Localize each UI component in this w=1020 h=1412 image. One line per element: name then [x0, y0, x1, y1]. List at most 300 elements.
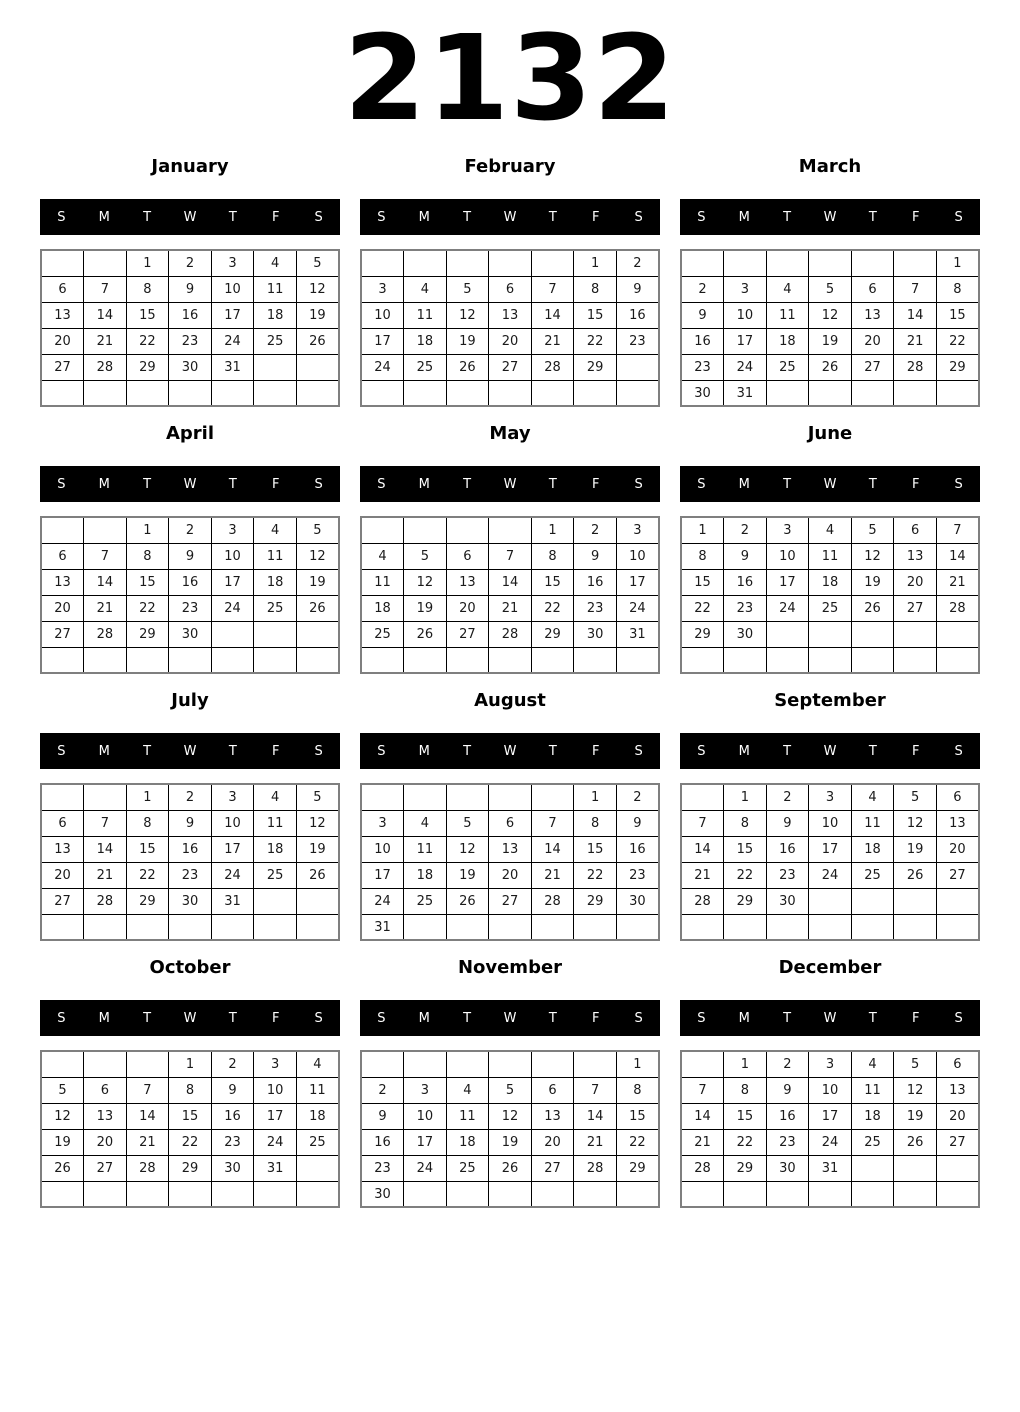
day-cell: 12: [296, 276, 339, 302]
empty-day-cell: [446, 647, 489, 673]
day-cell: 22: [126, 862, 169, 888]
weekday-label: F: [591, 743, 600, 759]
day-cell: 27: [41, 888, 84, 914]
day-cell: 6: [489, 276, 532, 302]
weekday-header-bar: [360, 199, 660, 235]
day-cell: 26: [446, 354, 489, 380]
day-cell: 24: [254, 1129, 297, 1155]
day-cell: 21: [936, 569, 979, 595]
day-cell: 25: [254, 595, 297, 621]
week-row: [681, 302, 979, 328]
day-cell: 22: [616, 1129, 659, 1155]
day-cell: 6: [489, 810, 532, 836]
month-title: September: [774, 690, 886, 712]
month-title: August: [474, 690, 546, 712]
day-cell: 10: [809, 810, 852, 836]
day-cell: 6: [936, 784, 979, 810]
day-cell: 18: [766, 328, 809, 354]
weekday-label: T: [463, 476, 472, 492]
day-cell: 25: [446, 1155, 489, 1181]
day-cell: 26: [296, 862, 339, 888]
day-cell: 2: [169, 250, 212, 276]
empty-day-cell: [296, 888, 339, 914]
month-block: [40, 690, 340, 941]
week-row: [361, 302, 659, 328]
day-cell: 7: [936, 517, 979, 543]
day-cell: 16: [724, 569, 767, 595]
day-cell: 27: [41, 354, 84, 380]
day-cell: 3: [211, 250, 254, 276]
day-cell: 23: [616, 328, 659, 354]
day-cell: 17: [724, 328, 767, 354]
weekday-label: S: [634, 1010, 643, 1026]
day-cell: 4: [851, 1051, 894, 1077]
month-days-body: [681, 1051, 979, 1207]
day-cell: 14: [681, 836, 724, 862]
day-cell: 9: [616, 810, 659, 836]
empty-day-cell: [126, 914, 169, 940]
weekday-label: T: [783, 476, 792, 492]
day-cell: 22: [574, 862, 617, 888]
weekday-header-bar: [40, 199, 340, 235]
week-row: [361, 621, 659, 647]
day-cell: 24: [404, 1155, 447, 1181]
weekday-label: W: [823, 743, 837, 759]
day-cell: 13: [894, 543, 937, 569]
weekday-label: M: [738, 1010, 750, 1026]
weekday-label: S: [697, 476, 706, 492]
empty-day-cell: [296, 647, 339, 673]
empty-day-cell: [851, 647, 894, 673]
day-cell: 17: [809, 1103, 852, 1129]
weekday-label: S: [954, 743, 963, 759]
week-row: [41, 647, 339, 673]
day-cell: 17: [616, 569, 659, 595]
day-cell: 27: [84, 1155, 127, 1181]
week-row: [361, 1051, 659, 1077]
empty-day-cell: [809, 1181, 852, 1207]
weekday-header-bar: [680, 466, 980, 502]
weekday-label: W: [823, 209, 837, 225]
weekday-label: T: [868, 476, 877, 492]
day-cell: 20: [531, 1129, 574, 1155]
day-cell: 19: [446, 862, 489, 888]
week-row: [681, 647, 979, 673]
day-cell: 12: [296, 543, 339, 569]
day-cell: 6: [851, 276, 894, 302]
day-cell: 5: [404, 543, 447, 569]
weekday-label: W: [183, 209, 197, 225]
week-row: [41, 836, 339, 862]
day-cell: 28: [574, 1155, 617, 1181]
day-cell: 29: [936, 354, 979, 380]
empty-day-cell: [766, 647, 809, 673]
month-days-body: [361, 517, 659, 673]
weekday-label: T: [228, 476, 237, 492]
week-row: [681, 621, 979, 647]
day-cell: 26: [894, 1129, 937, 1155]
weekday-label: S: [314, 209, 323, 225]
weekday-label: M: [738, 743, 750, 759]
weekday-label: T: [548, 1010, 557, 1026]
day-cell: 6: [41, 810, 84, 836]
day-cell: 12: [894, 1077, 937, 1103]
empty-day-cell: [681, 1181, 724, 1207]
day-cell: 7: [681, 1077, 724, 1103]
week-row: [361, 784, 659, 810]
week-row: [41, 569, 339, 595]
day-cell: 19: [851, 569, 894, 595]
day-cell: 8: [126, 810, 169, 836]
day-cell: 15: [126, 836, 169, 862]
weekday-label: F: [271, 743, 280, 759]
day-cell: 29: [681, 621, 724, 647]
week-row: [681, 810, 979, 836]
day-cell: 18: [254, 836, 297, 862]
empty-day-cell: [84, 914, 127, 940]
empty-day-cell: [84, 250, 127, 276]
day-cell: 17: [361, 862, 404, 888]
day-cell: 1: [681, 517, 724, 543]
weekday-label: F: [911, 209, 920, 225]
day-cell: 17: [766, 569, 809, 595]
weekday-label: S: [634, 476, 643, 492]
day-cell: 27: [531, 1155, 574, 1181]
empty-day-cell: [489, 914, 532, 940]
day-cell: 16: [616, 836, 659, 862]
day-cell: 21: [531, 862, 574, 888]
day-cell: 28: [531, 354, 574, 380]
day-cell: 21: [681, 1129, 724, 1155]
day-cell: 27: [936, 862, 979, 888]
month-days-table: [360, 249, 660, 407]
day-cell: 10: [404, 1103, 447, 1129]
day-cell: 13: [41, 569, 84, 595]
day-cell: 3: [211, 784, 254, 810]
empty-day-cell: [851, 1181, 894, 1207]
empty-day-cell: [169, 647, 212, 673]
empty-day-cell: [126, 1181, 169, 1207]
empty-day-cell: [724, 250, 767, 276]
month-title: July: [171, 690, 209, 712]
month-block: [680, 423, 980, 674]
month-days-table: [680, 783, 980, 941]
week-row: [41, 250, 339, 276]
week-row: [681, 569, 979, 595]
empty-day-cell: [361, 784, 404, 810]
empty-day-cell: [809, 250, 852, 276]
day-cell: 29: [724, 1155, 767, 1181]
empty-day-cell: [894, 647, 937, 673]
empty-day-cell: [809, 647, 852, 673]
day-cell: 2: [766, 1051, 809, 1077]
empty-day-cell: [936, 380, 979, 406]
week-row: [361, 250, 659, 276]
day-cell: 4: [809, 517, 852, 543]
week-row: [361, 595, 659, 621]
month-days-table: [40, 783, 340, 941]
day-cell: 24: [211, 862, 254, 888]
day-cell: 30: [361, 1181, 404, 1207]
day-cell: 3: [809, 1051, 852, 1077]
weekday-label: S: [57, 209, 66, 225]
day-cell: 5: [851, 517, 894, 543]
empty-day-cell: [936, 888, 979, 914]
weekday-header-bar: [40, 733, 340, 769]
empty-day-cell: [211, 647, 254, 673]
day-cell: 30: [169, 621, 212, 647]
day-cell: 14: [531, 302, 574, 328]
day-cell: 10: [766, 543, 809, 569]
day-cell: 2: [681, 276, 724, 302]
week-row: [681, 1077, 979, 1103]
day-cell: 30: [616, 888, 659, 914]
empty-day-cell: [894, 1181, 937, 1207]
day-cell: 24: [361, 354, 404, 380]
week-row: [361, 569, 659, 595]
month-days-table: [680, 249, 980, 407]
year-title: 2132: [343, 9, 677, 147]
day-cell: 21: [84, 862, 127, 888]
day-cell: 2: [169, 784, 212, 810]
weekday-label: T: [143, 743, 152, 759]
empty-day-cell: [211, 914, 254, 940]
empty-day-cell: [489, 1181, 532, 1207]
month-block: [360, 957, 660, 1208]
day-cell: 1: [169, 1051, 212, 1077]
day-cell: 26: [446, 888, 489, 914]
week-row: [41, 1129, 339, 1155]
day-cell: 19: [296, 302, 339, 328]
day-cell: 10: [211, 543, 254, 569]
day-cell: 22: [126, 595, 169, 621]
day-cell: 14: [936, 543, 979, 569]
empty-day-cell: [404, 380, 447, 406]
day-cell: 26: [809, 354, 852, 380]
day-cell: 25: [404, 354, 447, 380]
day-cell: 20: [851, 328, 894, 354]
empty-day-cell: [41, 250, 84, 276]
empty-day-cell: [126, 1051, 169, 1077]
empty-day-cell: [531, 250, 574, 276]
day-cell: 28: [489, 621, 532, 647]
weekday-label: T: [548, 476, 557, 492]
day-cell: 12: [851, 543, 894, 569]
empty-day-cell: [681, 914, 724, 940]
week-row: [41, 862, 339, 888]
month-block: [680, 957, 980, 1208]
empty-day-cell: [574, 647, 617, 673]
empty-day-cell: [531, 380, 574, 406]
empty-day-cell: [766, 1181, 809, 1207]
weekday-header-bar: [40, 1000, 340, 1036]
weekday-label: T: [228, 209, 237, 225]
weekday-label: M: [98, 476, 110, 492]
day-cell: 13: [936, 810, 979, 836]
day-cell: 21: [84, 595, 127, 621]
day-cell: 9: [361, 1103, 404, 1129]
day-cell: 22: [531, 595, 574, 621]
day-cell: 11: [404, 302, 447, 328]
empty-day-cell: [766, 380, 809, 406]
day-cell: 14: [126, 1103, 169, 1129]
weekday-label: M: [418, 743, 430, 759]
empty-day-cell: [766, 914, 809, 940]
day-cell: 16: [616, 302, 659, 328]
empty-day-cell: [126, 380, 169, 406]
day-cell: 7: [84, 276, 127, 302]
day-cell: 29: [616, 1155, 659, 1181]
weekday-label: M: [418, 476, 430, 492]
day-cell: 4: [296, 1051, 339, 1077]
weekday-label: W: [503, 743, 517, 759]
day-cell: 15: [574, 302, 617, 328]
day-cell: 18: [446, 1129, 489, 1155]
day-cell: 29: [126, 621, 169, 647]
empty-day-cell: [936, 621, 979, 647]
week-row: [681, 250, 979, 276]
empty-day-cell: [809, 621, 852, 647]
day-cell: 15: [531, 569, 574, 595]
day-cell: 31: [254, 1155, 297, 1181]
empty-day-cell: [446, 250, 489, 276]
weekday-label: F: [911, 476, 920, 492]
day-cell: 7: [894, 276, 937, 302]
day-cell: 10: [361, 836, 404, 862]
week-row: [361, 328, 659, 354]
weekday-label: S: [954, 1010, 963, 1026]
day-cell: 25: [361, 621, 404, 647]
month-days-table: [360, 516, 660, 674]
empty-day-cell: [404, 1181, 447, 1207]
day-cell: 27: [446, 621, 489, 647]
day-cell: 15: [936, 302, 979, 328]
day-cell: 13: [936, 1077, 979, 1103]
month-block: [680, 156, 980, 407]
day-cell: 28: [681, 888, 724, 914]
day-cell: 8: [681, 543, 724, 569]
empty-day-cell: [851, 888, 894, 914]
weekday-label: W: [183, 1010, 197, 1026]
empty-day-cell: [169, 380, 212, 406]
day-cell: 24: [211, 595, 254, 621]
empty-day-cell: [84, 1051, 127, 1077]
day-cell: 3: [809, 784, 852, 810]
empty-day-cell: [681, 250, 724, 276]
day-cell: 17: [809, 836, 852, 862]
empty-day-cell: [446, 380, 489, 406]
empty-day-cell: [211, 1181, 254, 1207]
day-cell: 9: [169, 810, 212, 836]
day-cell: 27: [851, 354, 894, 380]
day-cell: 6: [894, 517, 937, 543]
day-cell: 16: [169, 302, 212, 328]
day-cell: 22: [724, 1129, 767, 1155]
weekday-label: F: [591, 476, 600, 492]
month-block: [360, 423, 660, 674]
day-cell: 22: [126, 328, 169, 354]
empty-day-cell: [489, 517, 532, 543]
weekday-label: M: [418, 209, 430, 225]
day-cell: 5: [296, 250, 339, 276]
week-row: [681, 1051, 979, 1077]
empty-day-cell: [531, 914, 574, 940]
day-cell: 7: [126, 1077, 169, 1103]
day-cell: 27: [41, 621, 84, 647]
week-row: [681, 1129, 979, 1155]
month-days-table: [360, 1050, 660, 1208]
day-cell: 20: [41, 862, 84, 888]
day-cell: 18: [404, 862, 447, 888]
empty-day-cell: [616, 354, 659, 380]
day-cell: 21: [531, 328, 574, 354]
week-row: [41, 276, 339, 302]
week-row: [41, 302, 339, 328]
weekday-label: F: [271, 476, 280, 492]
week-row: [41, 380, 339, 406]
day-cell: 16: [574, 569, 617, 595]
day-cell: 1: [126, 784, 169, 810]
day-cell: 20: [446, 595, 489, 621]
day-cell: 27: [894, 595, 937, 621]
day-cell: 31: [211, 888, 254, 914]
week-row: [41, 328, 339, 354]
day-cell: 24: [809, 862, 852, 888]
month-days-table: [360, 783, 660, 941]
day-cell: 7: [84, 543, 127, 569]
day-cell: 14: [84, 569, 127, 595]
month-title: April: [165, 423, 215, 445]
empty-day-cell: [84, 517, 127, 543]
day-cell: 15: [126, 302, 169, 328]
day-cell: 8: [531, 543, 574, 569]
weekday-label: M: [738, 476, 750, 492]
empty-day-cell: [681, 1051, 724, 1077]
day-cell: 13: [851, 302, 894, 328]
day-cell: 21: [681, 862, 724, 888]
empty-day-cell: [254, 647, 297, 673]
day-cell: 12: [404, 569, 447, 595]
empty-day-cell: [616, 380, 659, 406]
week-row: [361, 914, 659, 940]
day-cell: 2: [724, 517, 767, 543]
day-cell: 18: [296, 1103, 339, 1129]
week-row: [681, 1103, 979, 1129]
month-block: [360, 690, 660, 941]
day-cell: 20: [936, 1103, 979, 1129]
weekday-label: T: [228, 743, 237, 759]
day-cell: 19: [404, 595, 447, 621]
day-cell: 18: [404, 328, 447, 354]
day-cell: 25: [809, 595, 852, 621]
empty-day-cell: [681, 784, 724, 810]
empty-day-cell: [489, 250, 532, 276]
day-cell: 15: [574, 836, 617, 862]
empty-day-cell: [724, 1181, 767, 1207]
day-cell: 4: [851, 784, 894, 810]
weekday-header-bar: [360, 1000, 660, 1036]
month-title: March: [798, 156, 862, 178]
day-cell: 7: [681, 810, 724, 836]
day-cell: 23: [681, 354, 724, 380]
week-row: [41, 595, 339, 621]
empty-day-cell: [766, 621, 809, 647]
day-cell: 31: [616, 621, 659, 647]
day-cell: 23: [169, 595, 212, 621]
day-cell: 8: [574, 276, 617, 302]
day-cell: 7: [531, 276, 574, 302]
day-cell: 16: [211, 1103, 254, 1129]
